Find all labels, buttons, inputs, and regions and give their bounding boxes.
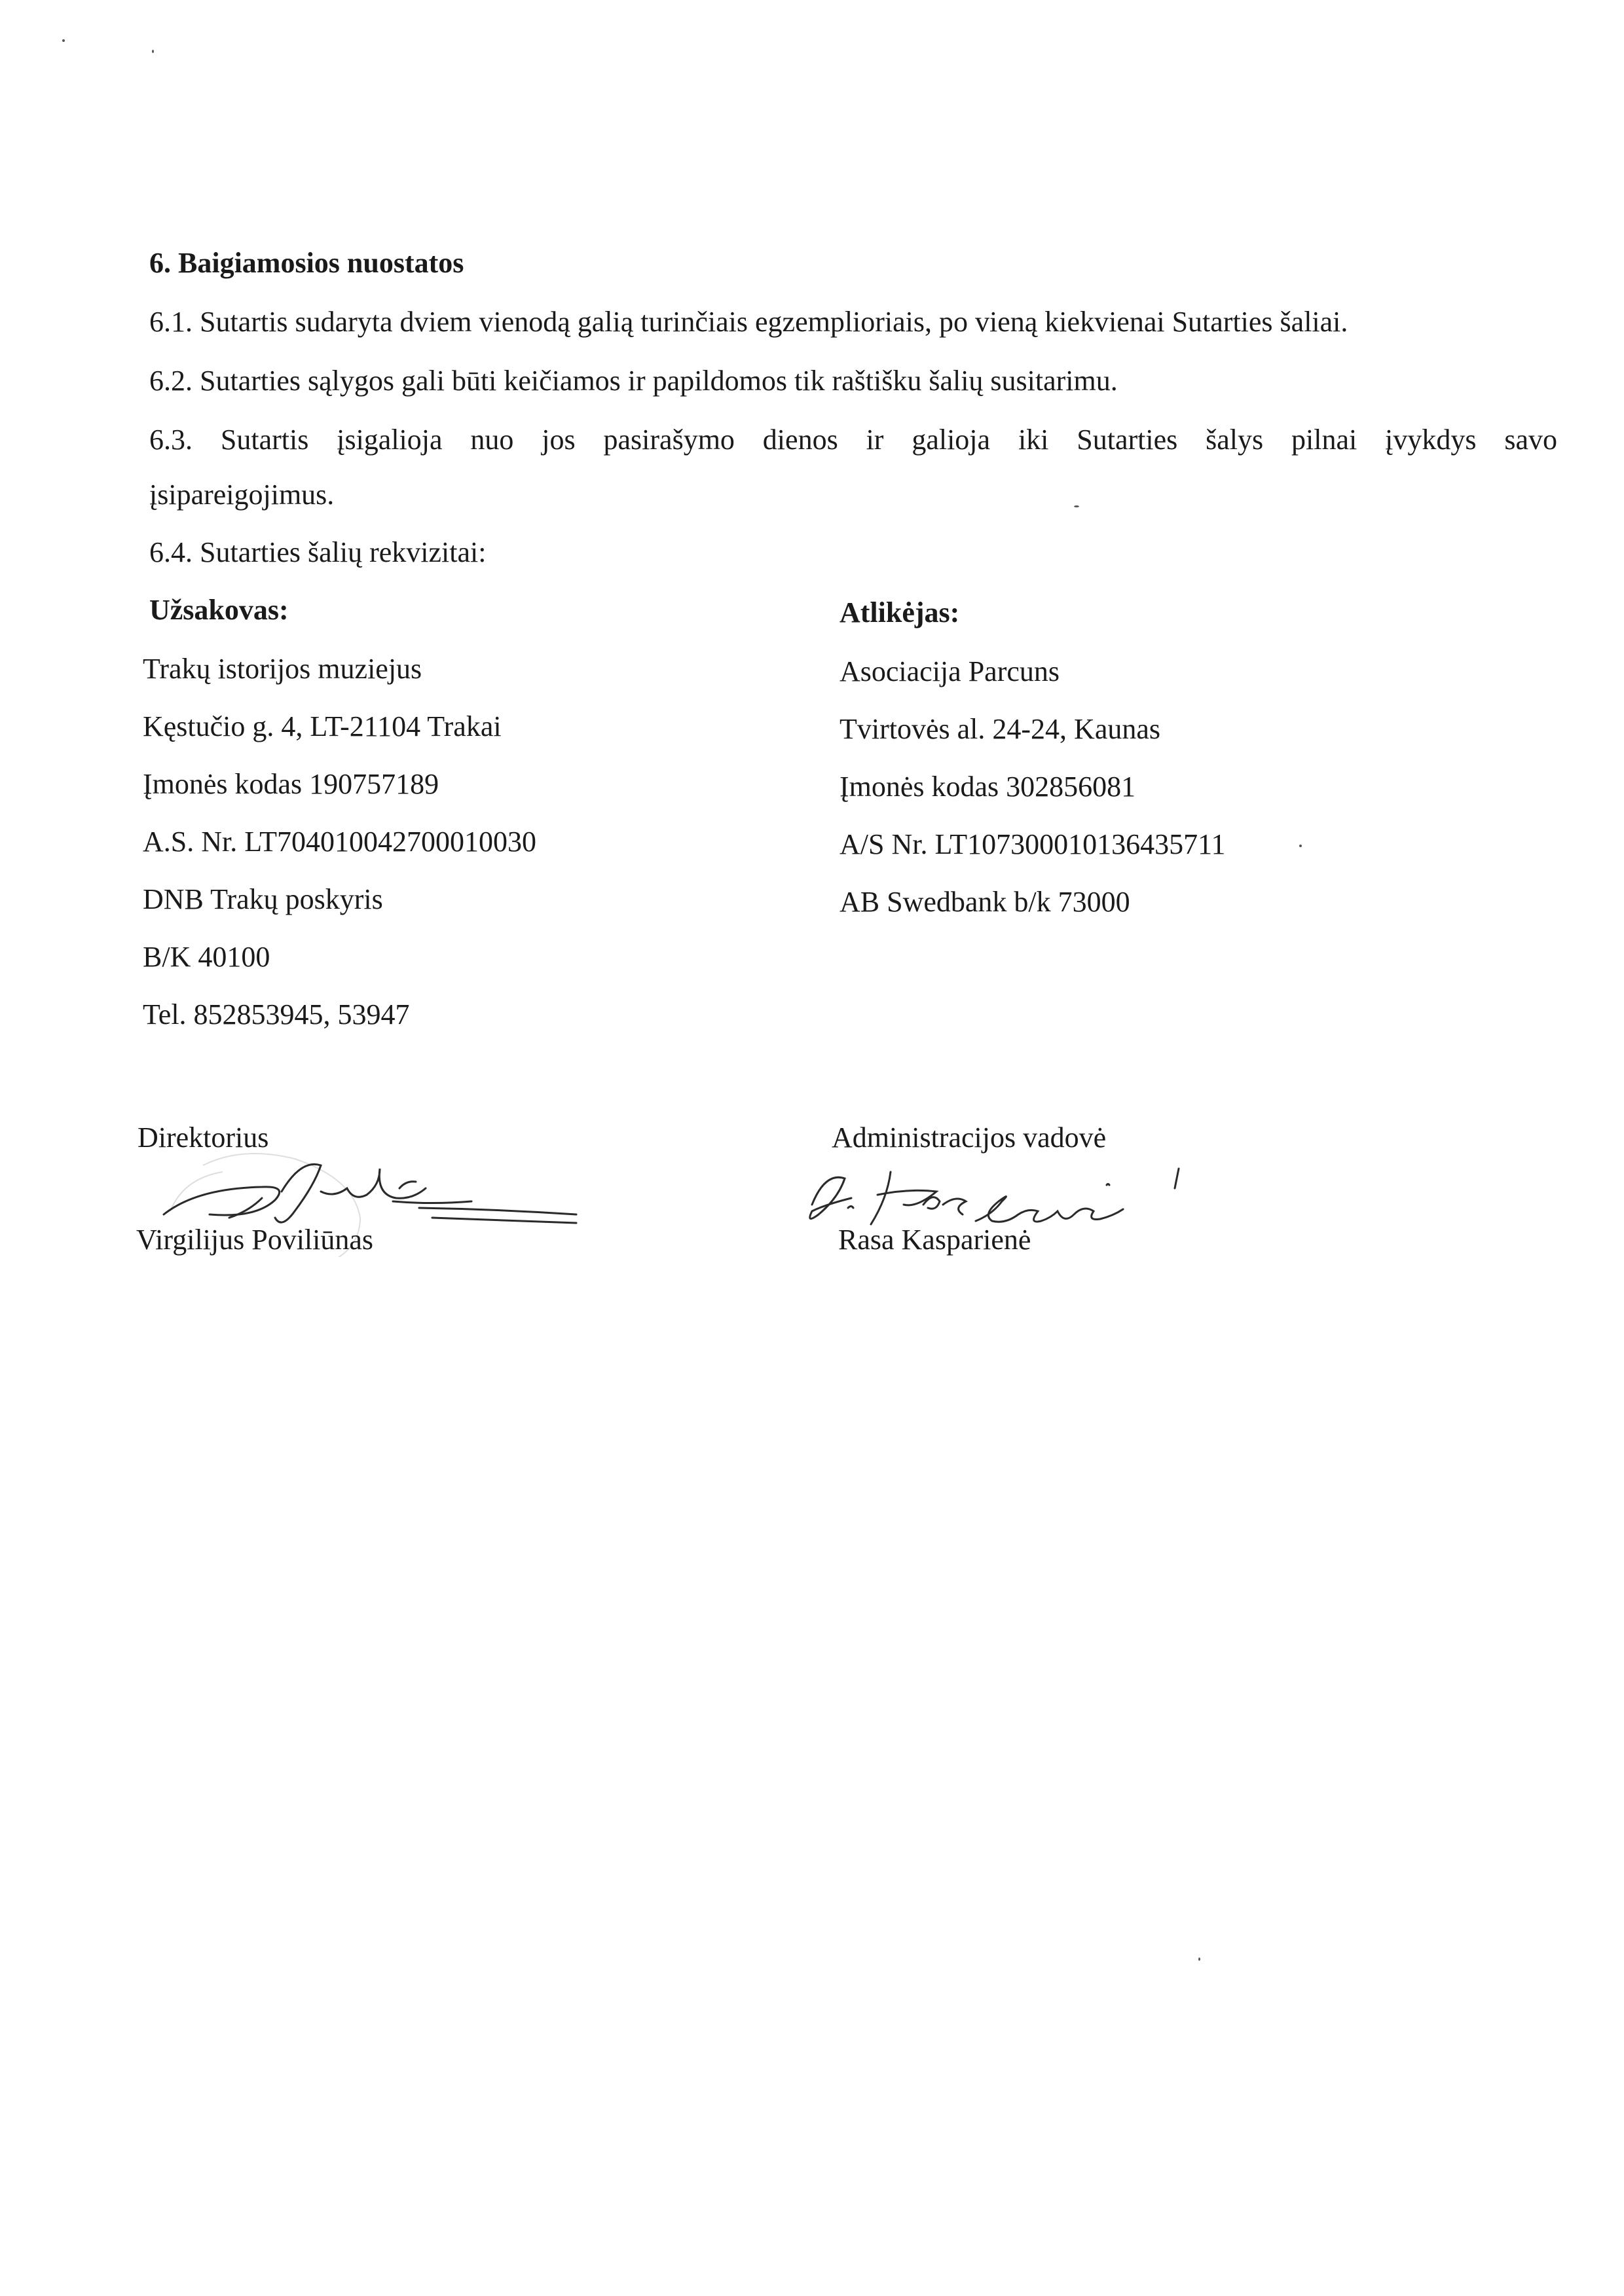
scan-speck: [1198, 1958, 1200, 1961]
clause-6-4: 6.4. Sutarties šalių rekvizitai:: [149, 536, 487, 568]
customer-bank-code: B/K 40100: [143, 941, 270, 973]
customer-company-code: Įmonės kodas 190757189: [143, 768, 439, 800]
customer-position: Direktorius: [138, 1121, 269, 1154]
scan-speck: [152, 50, 154, 53]
section-heading: 6. Baigiamosios nuostatos: [149, 247, 464, 279]
contractor-title: Atlikėjas:: [840, 596, 960, 629]
clause-6-2: 6.2. Sutarties sąlygos gali būti keičiamos ir papildomos tik raštišku šalių susitarimu.: [149, 365, 1118, 397]
customer-phone: Tel. 852853945, 53947: [143, 998, 410, 1030]
scan-speck: [62, 39, 65, 42]
customer-signer: Virgilijus Poviliūnas: [136, 1224, 374, 1256]
customer-name: Trakų istorijos muziejus: [143, 653, 422, 685]
contractor-name: Asociacija Parcuns: [840, 655, 1060, 687]
contractor-bank: AB Swedbank b/k 73000: [840, 886, 1130, 918]
clause-6-1: 6.1. Sutartis sudaryta dviem vienodą galią turinčiais egzemplioriais, po vieną kiekvienai Sutarties šaliai.: [149, 306, 1348, 338]
clause-6-3-continued: įsipareigojimus.: [149, 479, 335, 511]
contractor-address: Tvirtovės al. 24-24, Kaunas: [840, 713, 1160, 745]
customer-address: Kęstučio g. 4, LT-21104 Trakai: [143, 710, 502, 742]
contractor-position: Administracijos vadovė: [832, 1121, 1107, 1154]
customer-bank: DNB Trakų poskyris: [143, 883, 383, 915]
contractor-signer: Rasa Kasparienė: [838, 1224, 1031, 1256]
scan-speck: [1074, 505, 1079, 507]
customer-account: A.S. Nr. LT704010042700010030: [143, 826, 536, 858]
clause-6-3: 6.3. Sutartis įsigalioja nuo jos pasirašymo dienos ir galioja iki Sutarties šalys pilnai įvykdys savo: [149, 424, 1557, 456]
contractor-company-code: Įmonės kodas 302856081: [840, 771, 1136, 803]
contractor-account: A/S Nr. LT107300010136435711: [840, 828, 1226, 860]
customer-title: Užsakovas:: [149, 594, 289, 626]
scan-speck: [1299, 845, 1302, 847]
